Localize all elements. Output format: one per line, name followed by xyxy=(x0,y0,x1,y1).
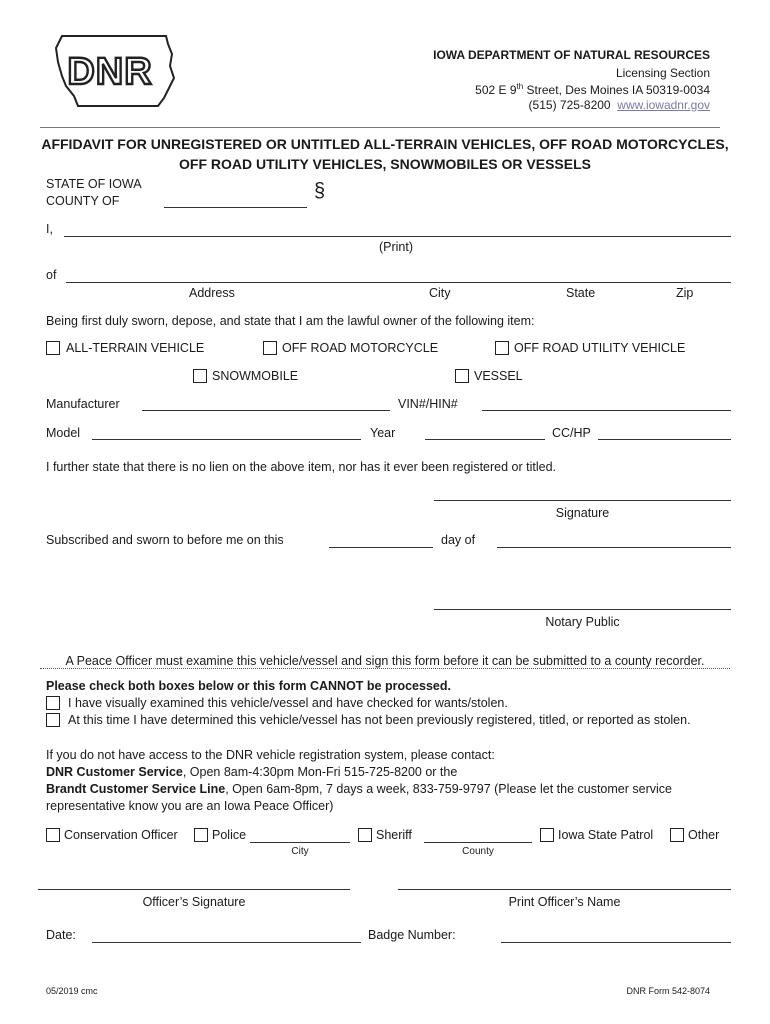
zip-label: Zip xyxy=(676,286,694,300)
notary-label: Notary Public xyxy=(545,615,620,629)
sheriff-county-label: County xyxy=(462,846,494,857)
snowmobile-label: SNOWMOBILE xyxy=(212,369,299,383)
motorcycle-label: OFF ROAD MOTORCYCLE xyxy=(282,341,439,355)
county-label: COUNTY OF xyxy=(46,194,120,208)
utility-checkbox[interactable] xyxy=(495,341,509,355)
year-field[interactable] xyxy=(425,439,545,440)
motorcycle-checkbox[interactable] xyxy=(263,341,277,355)
signature-label: Signature xyxy=(555,506,610,520)
cc-hp-label: CC/HP xyxy=(552,426,591,440)
header-divider xyxy=(40,127,720,128)
website-link[interactable]: www.iowadnr.gov xyxy=(617,98,710,112)
address-label: Address xyxy=(189,286,235,300)
conservation-officer-checkbox[interactable] xyxy=(46,828,60,842)
signature-field[interactable] xyxy=(434,500,731,501)
customer-service-details: , Open 8am-4:30pm Mon-Fri 515-725-8200 or the xyxy=(182,765,458,779)
day-of-label: day of xyxy=(441,533,476,547)
utility-label: OFF ROAD UTILITY VEHICLE xyxy=(514,341,686,355)
department-phone: (515) 725-8200 xyxy=(528,98,611,112)
other-label: Other xyxy=(688,828,720,842)
not-registered-checkbox[interactable] xyxy=(46,713,60,727)
visually-examined-checkbox[interactable] xyxy=(46,696,60,710)
brandt-service-name: Brandt Customer Service Line xyxy=(46,782,226,796)
atv-checkbox[interactable] xyxy=(46,341,60,355)
i-label: I, xyxy=(46,222,53,236)
print-label: (Print) xyxy=(378,240,414,254)
model-field[interactable] xyxy=(92,439,361,440)
section-symbol: § xyxy=(314,180,326,202)
date-field[interactable] xyxy=(92,942,361,943)
footer-form-number: DNR Form 542-8074 xyxy=(626,986,710,996)
atv-label: ALL-TERRAIN VEHICLE xyxy=(66,341,205,355)
manufacturer-field[interactable] xyxy=(142,410,390,411)
badge-number-field[interactable] xyxy=(501,942,731,943)
form-title-line-1: AFFIDAVIT FOR UNREGISTERED OR UNTITLED ALL-TERRAIN VEHICLES, OFF ROAD MOTORCYCLES, xyxy=(41,136,729,152)
conservation-officer-label: Conservation Officer xyxy=(64,828,178,842)
sheriff-county-field[interactable] xyxy=(424,842,532,843)
police-city-label: City xyxy=(291,846,309,857)
date-label: Date: xyxy=(46,928,76,942)
badge-number-label: Badge Number: xyxy=(368,928,456,942)
vin-field[interactable] xyxy=(482,410,731,411)
dnr-logo xyxy=(48,32,178,110)
year-label: Year xyxy=(370,426,396,440)
peace-officer-notice: A Peace Officer must examine this vehicle/vessel and sign this form before it can be submitted to a county recorder. xyxy=(65,654,705,668)
state-field-label: State xyxy=(566,286,596,300)
model-label: Model xyxy=(46,426,81,440)
county-field[interactable] xyxy=(164,207,307,208)
notice-dotted-divider xyxy=(40,668,730,669)
contact-intro: If you do not have access to the DNR vehicle registration system, please contact: xyxy=(46,748,495,762)
city-label: City xyxy=(429,286,451,300)
snowmobile-checkbox[interactable] xyxy=(193,369,207,383)
owner-name-field[interactable] xyxy=(64,236,731,237)
police-label: Police xyxy=(212,828,247,842)
iowa-state-outline-icon xyxy=(48,32,178,110)
officer-name-field[interactable] xyxy=(398,889,731,890)
brandt-service-details-2: representative know you are an Iowa Peace Officer) xyxy=(46,799,334,813)
notary-field[interactable] xyxy=(434,609,731,610)
police-city-field[interactable] xyxy=(250,842,350,843)
subscribed-statement: Subscribed and sworn to before me on this xyxy=(46,533,284,547)
brandt-service-details: , Open 6am-8pm, 7 days a week, 833-759-9797 (Please let the customer service xyxy=(225,782,672,796)
department-address: 502 E 9th Street, Des Moines IA 50319-0034 xyxy=(475,82,710,97)
check-instruction: Please check both boxes below or this form CANNOT be processed. xyxy=(46,679,451,693)
department-name: IOWA DEPARTMENT OF NATURAL RESOURCES xyxy=(433,48,710,62)
police-checkbox[interactable] xyxy=(194,828,208,842)
state-patrol-checkbox[interactable] xyxy=(540,828,554,842)
department-contact xyxy=(529,98,710,112)
licensing-section: Licensing Section xyxy=(615,66,710,80)
footer-revision: 05/2019 cmc xyxy=(46,986,98,996)
customer-service-line xyxy=(46,765,457,779)
sheriff-label: Sheriff xyxy=(376,828,412,842)
lien-statement: I further state that there is no lien on the above item, nor has it ever been registered or titled. xyxy=(46,460,557,474)
other-checkbox[interactable] xyxy=(670,828,684,842)
officer-signature-label: Officer’s Signature xyxy=(142,895,246,909)
subscribed-day-field[interactable] xyxy=(329,547,433,548)
officer-signature-field[interactable] xyxy=(38,889,350,890)
of-label: of xyxy=(46,268,57,282)
manufacturer-label: Manufacturer xyxy=(46,397,120,411)
vin-label: VIN#/HIN# xyxy=(398,397,458,411)
brandt-service-line xyxy=(46,782,672,796)
vessel-label: VESSEL xyxy=(474,369,523,383)
officer-name-label: Print Officer’s Name xyxy=(508,895,621,909)
subscribed-month-field[interactable] xyxy=(497,547,731,548)
customer-service-name: DNR Customer Service xyxy=(46,765,183,779)
state-label: STATE OF IOWA xyxy=(46,177,142,191)
form-title-line-2: OFF ROAD UTILITY VEHICLES, SNOWMOBILES OR VESSELS xyxy=(179,156,591,172)
state-patrol-label: Iowa State Patrol xyxy=(558,828,654,842)
visually-examined-label: I have visually examined this vehicle/vessel and have checked for wants/stolen. xyxy=(68,696,508,710)
owner-address-field[interactable] xyxy=(66,282,731,283)
cc-hp-field[interactable] xyxy=(598,439,731,440)
sheriff-checkbox[interactable] xyxy=(358,828,372,842)
svg-text:DNR: DNR xyxy=(67,51,153,93)
vessel-checkbox[interactable] xyxy=(455,369,469,383)
sworn-statement: Being first duly sworn, depose, and state that I am the lawful owner of the following item: xyxy=(46,314,535,328)
not-registered-label: At this time I have determined this vehicle/vessel has not been previously registered, titled, or reported as stolen. xyxy=(68,713,691,727)
